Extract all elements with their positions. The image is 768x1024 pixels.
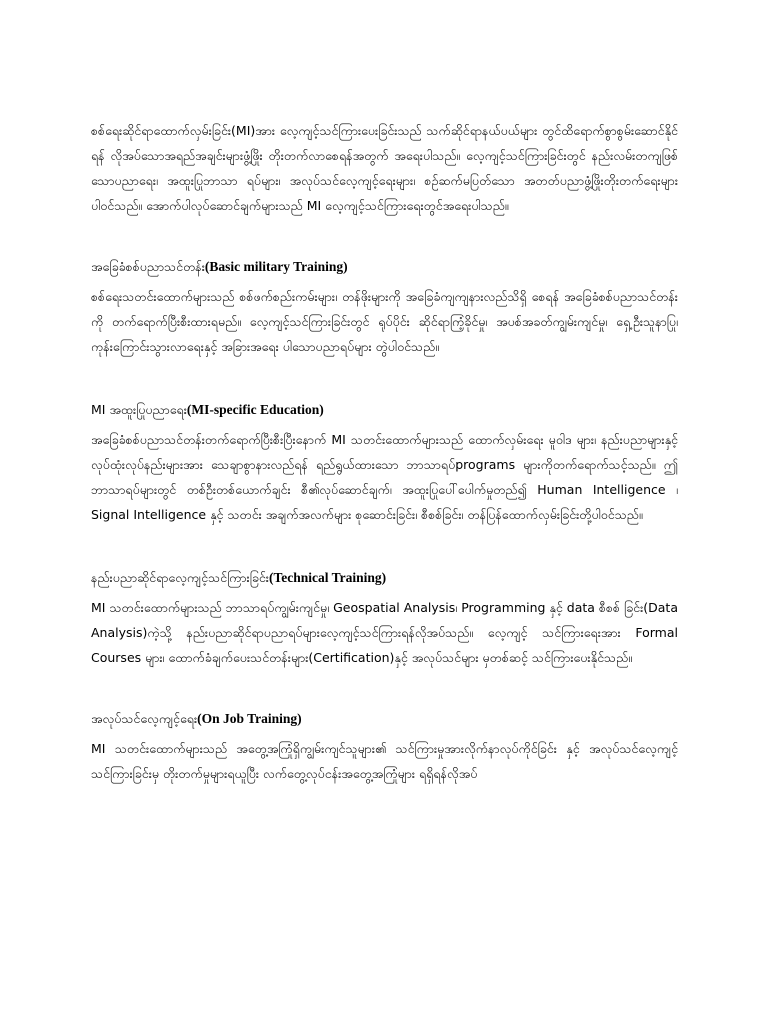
heading-myanmar: နည်းပညာဆိုင်ရာလေ့ကျင့်သင်ကြားခြင်း bbox=[91, 570, 269, 585]
section-mi-specific-education bbox=[91, 399, 678, 527]
intro-paragraph: စစ်ရေးဆိုင်ရာထောက်လှမ်းခြင်း(MI)အား လေ့ကျင့်သင်ကြားပေးခြင်းသည် သက်ဆိုင်ရာနယ်ပယ်များ တွင်ထိရောက်စွာစွမ်းဆောင်နိုင်ရန် လိုအပ်သောအရည်အချင်းများဖွံ့ဖြိုး တိုးတက်လာစေရန်အတွက် အရေးပါသည်။ လေ့ကျင့်သင်ကြားခြင်းတွင် နည်းလမ်းတကျဖြစ်သောပညာရေး၊ အထူးပြုဘာသာ ရပ်များ၊ အလုပ်သင်လေ့ကျင့်ရေးများ၊ စဉ်ဆက်မပြတ်သော အတတ်ပညာဖွံ့ဖြိုးတိုးတက်ရေးများ ပါဝင်သည်။ အောက်ပါလုပ်ဆောင်ချက်များသည် MI လေ့ကျင့်သင်ကြားရေးတွင်အရေးပါသည်။ bbox=[91, 123, 678, 213]
section-heading bbox=[91, 256, 678, 278]
section-on-job-training bbox=[91, 708, 678, 786]
heading-english: (Basic military Training) bbox=[204, 259, 348, 274]
section-body: အခြေခံစစ်ပညာသင်တန်းတက်ရောက်ပြီးစီးပြီးနောက် MI သတင်းထောက်များသည် ထောက်လှမ်းရေး မူဝါဒ များ၊ နည်းပညာများနှင့်လုပ်ထုံးလုပ်နည်းများအား သေချာစွာနားလည်ရန် ရည်ရွယ်ထားသော ဘာသာရပ်programs များကိုတက်ရောက်သင့်သည်။ ဤဘာသာရပ်များတွင် တစ်ဦးတစ်ယောက်ချင်း စီ၏လုပ်ဆောင်ချက်၊ အထူးပြုပေါ်ပေါက်မှုတည်၍ Human Intelligence ၊ Signal Intelligence နှင့် သတင်း အချက်အလက်များ စုဆောင်းခြင်း၊ စီစစ်ခြင်း၊ တန်ပြန်ထောက်လှမ်းခြင်းတို့ပါဝင်သည်။ bbox=[91, 432, 678, 522]
section-heading bbox=[91, 399, 678, 421]
section-body: စစ်ရေးသတင်းထောက်များသည် စစ်ဖက်စည်းကမ်းများ၊ တန်ဖိုးများကို အခြေခံကျကျနားလည်သိရှိ စေရန် အခြေခံစစ်ပညာသင်တန်းကို တက်ရောက်ပြီးစီးထားရမည်။ လေ့ကျင့်သင်ကြားခြင်းတွင် ရုပ်ပိုင်း ဆိုင်ရာကြံ့ခိုင်မှု၊ အပစ်အခတ်ကျွမ်းကျင်မှု၊ ရှေ့ဦးသူနာပြု၊ ကုန်းကြောင်းသွားလာရေးနှင့် အခြားအရေး ပါသောပညာရပ်များ တွဲပါဝင်သည်။ bbox=[91, 289, 678, 354]
heading-myanmar: အခြေခံစစ်ပညာသင်တန်း bbox=[91, 259, 205, 274]
section-body: MI သတင်းထောက်များသည် အတွေ့အကြုံရှိကျွမ်းကျင်သူများ၏ သင်ကြားမှုအားလိုက်နာလုပ်ကိုင်ခြင်း နှင့် အလုပ်သင်လေ့ကျင့်သင်ကြားခြင်းမှ တိုးတက်မှုများရယူပြီး လက်တွေ့လုပ်ငန်းအတွေ့အကြုံများ ရရှိရန်လိုအပ် bbox=[91, 741, 678, 781]
section-heading bbox=[91, 708, 678, 730]
section-basic-military-training bbox=[91, 256, 678, 359]
heading-myanmar: MI အထူးပြုပညာရေး bbox=[91, 402, 187, 417]
section-technical-training bbox=[91, 567, 678, 670]
section-heading bbox=[91, 567, 678, 589]
section-body: MI သတင်းထောက်များသည် ဘာသာရပ်ကျွမ်းကျင်မှု၊ Geospatial Analysis၊ Programming နှင့် data စီစစ် ခြင်း(Data Analysis)ကဲ့သို့ နည်းပညာဆိုင်ရာပညာရပ်များလေ့ကျင့်သင်ကြားရန်လိုအပ်သည်။ လေ့ကျင့် သင်ကြားရေးအား Formal Courses များ၊ ထောက်ခံချက်ပေးသင်တန်းများ(Certification)နှင့် အလုပ်သင်များ မှတစ်ဆင့် သင်ကြားပေးနိုင်သည်။ bbox=[91, 600, 678, 665]
heading-english: (Technical Training) bbox=[268, 570, 387, 585]
heading-myanmar: အလုပ်သင်လေ့ကျင့်ရေး bbox=[91, 711, 198, 726]
heading-english: (On Job Training) bbox=[197, 711, 302, 726]
heading-english: (MI-specific Education) bbox=[186, 402, 324, 417]
